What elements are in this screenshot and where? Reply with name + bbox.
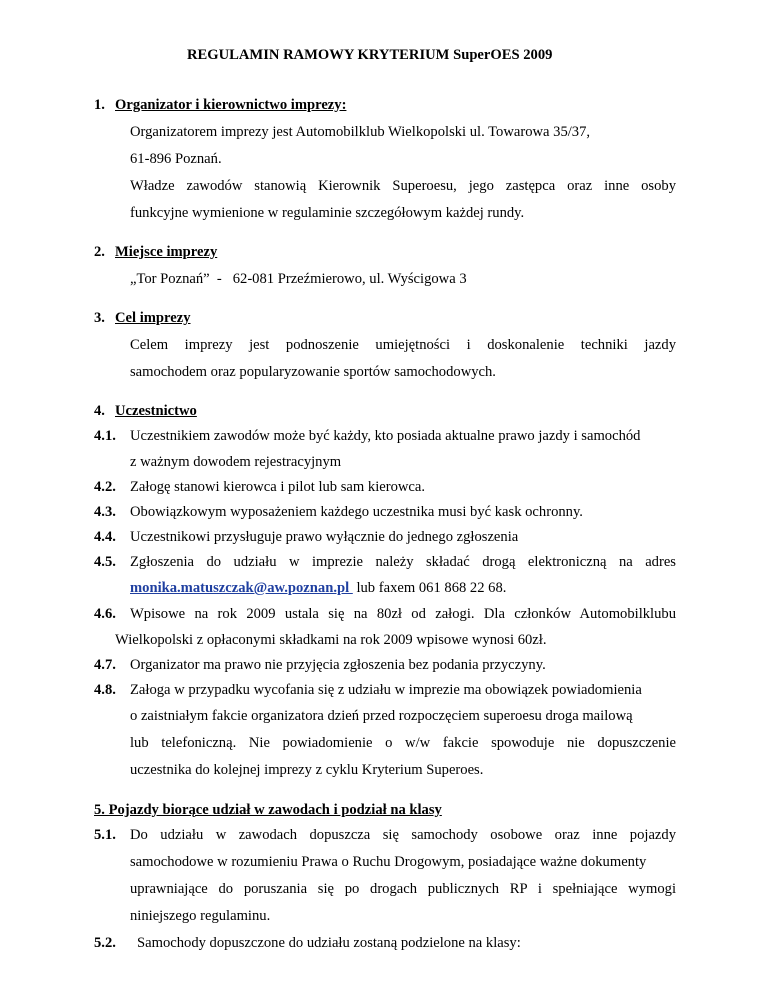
item-text: lub telefoniczną. Nie powiadomienie o w/w fakcie spowoduje nie dopuszczenie <box>130 735 676 751</box>
item-text: uczestnika do kolejnej imprezy z cyklu Kryterium Superoes. <box>130 762 484 778</box>
section-1-text: Organizatorem imprezy jest Automobilklub Wielkopolski ul. Towarowa 35/37, <box>130 124 591 140</box>
item-number: 4.6. <box>94 606 116 622</box>
item-text: Wpisowe na rok 2009 ustala się na 80zł od załogi. Dla członków Automobilklubu <box>130 606 676 622</box>
section-3-text: Celem imprezy jest podnoszenie umiejętności i doskonalenie techniki jazdy <box>130 337 676 353</box>
item-text: niniejszego regulaminu. <box>130 908 271 924</box>
item-number: 4.1. <box>94 428 116 444</box>
item-text: z ważnym dowodem rejestracyjnym <box>130 454 342 470</box>
item-number: 4.5. <box>94 554 116 570</box>
section-3-heading: Cel imprezy <box>115 310 191 326</box>
section-2-heading: Miejsce imprezy <box>115 244 218 260</box>
section-2-number: 2. <box>94 244 105 260</box>
item-text: Do udziału w zawodach dopuszcza się samochody osobowe oraz inne pojazdy <box>130 827 676 843</box>
email-link[interactable]: monika.matuszczak@aw.poznan.pl <box>130 580 353 596</box>
section-1-text: 61-896 Poznań. <box>130 151 222 167</box>
section-3-text: samochodem oraz popularyzowanie sportów samochodowych. <box>130 364 496 380</box>
section-1-text: funkcyjne wymienione w regulaminie szczegółowym każdej rundy. <box>130 205 525 221</box>
item-text: Samochody dopuszczone do udziału zostaną podzielone na klasy: <box>137 935 521 951</box>
item-number: 5.1. <box>94 827 116 843</box>
item-text: uprawniające do poruszania się po drogach publicznych RP i spełniające wymogi <box>130 881 676 897</box>
section-4-number: 4. <box>94 403 105 419</box>
item-text: Uczestnikiem zawodów może być każdy, kto posiada aktualne prawo jazdy i samochód <box>130 428 641 444</box>
fax-text: lub faxem 061 868 22 68. <box>352 580 507 596</box>
item-number: 4.4. <box>94 529 116 545</box>
section-1-text: Władze zawodów stanowią Kierownik Superoesu, jego zastępca oraz inne osoby <box>130 178 676 194</box>
item-number: 4.7. <box>94 657 116 673</box>
item-number: 5.2. <box>94 935 116 951</box>
document-title: REGULAMIN RAMOWY KRYTERIUM SuperOES 2009 <box>187 47 553 63</box>
item-text: Obowiązkowym wyposażeniem każdego uczestnika musi być kask ochronny. <box>130 504 583 520</box>
item-number: 4.3. <box>94 504 116 520</box>
item-text: Organizator ma prawo nie przyjęcia zgłoszenia bez podania przyczyny. <box>130 657 546 673</box>
section-4-heading: Uczestnictwo <box>115 403 197 419</box>
item-text: Wielkopolski z opłaconymi składkami na rok 2009 wpisowe wynosi 60zł. <box>115 632 547 648</box>
item-text: Załoga w przypadku wycofania się z udziału w imprezie ma obowiązek powiadomienia <box>130 682 642 698</box>
item-text: Zgłoszenia do udziału w imprezie należy składać drogą elektroniczną na adres <box>130 554 676 570</box>
item-text: o zaistniałym fakcie organizatora dzień przed rozpoczęciem superoesu droga mailową <box>130 708 633 724</box>
section-1-heading: Organizator i kierownictwo imprezy: <box>115 97 347 113</box>
item-number: 4.2. <box>94 479 116 495</box>
section-2-text: „Tor Poznań” - 62-081 Przeźmierowo, ul. Wyścigowa 3 <box>130 271 467 287</box>
section-3-number: 3. <box>94 310 105 326</box>
item-text: Uczestnikowi przysługuje prawo wyłącznie do jednego zgłoszenia <box>130 529 519 545</box>
item-text: samochodowe w rozumieniu Prawa o Ruchu Drogowym, posiadające ważne dokumenty <box>130 854 647 870</box>
section-5-heading: 5. Pojazdy biorące udział w zawodach i podział na klasy <box>94 802 442 818</box>
item-number: 4.8. <box>94 682 116 698</box>
section-1-number: 1. <box>94 97 105 113</box>
item-text-line <box>130 579 506 597</box>
item-text: Załogę stanowi kierowca i pilot lub sam kierowca. <box>130 479 426 495</box>
